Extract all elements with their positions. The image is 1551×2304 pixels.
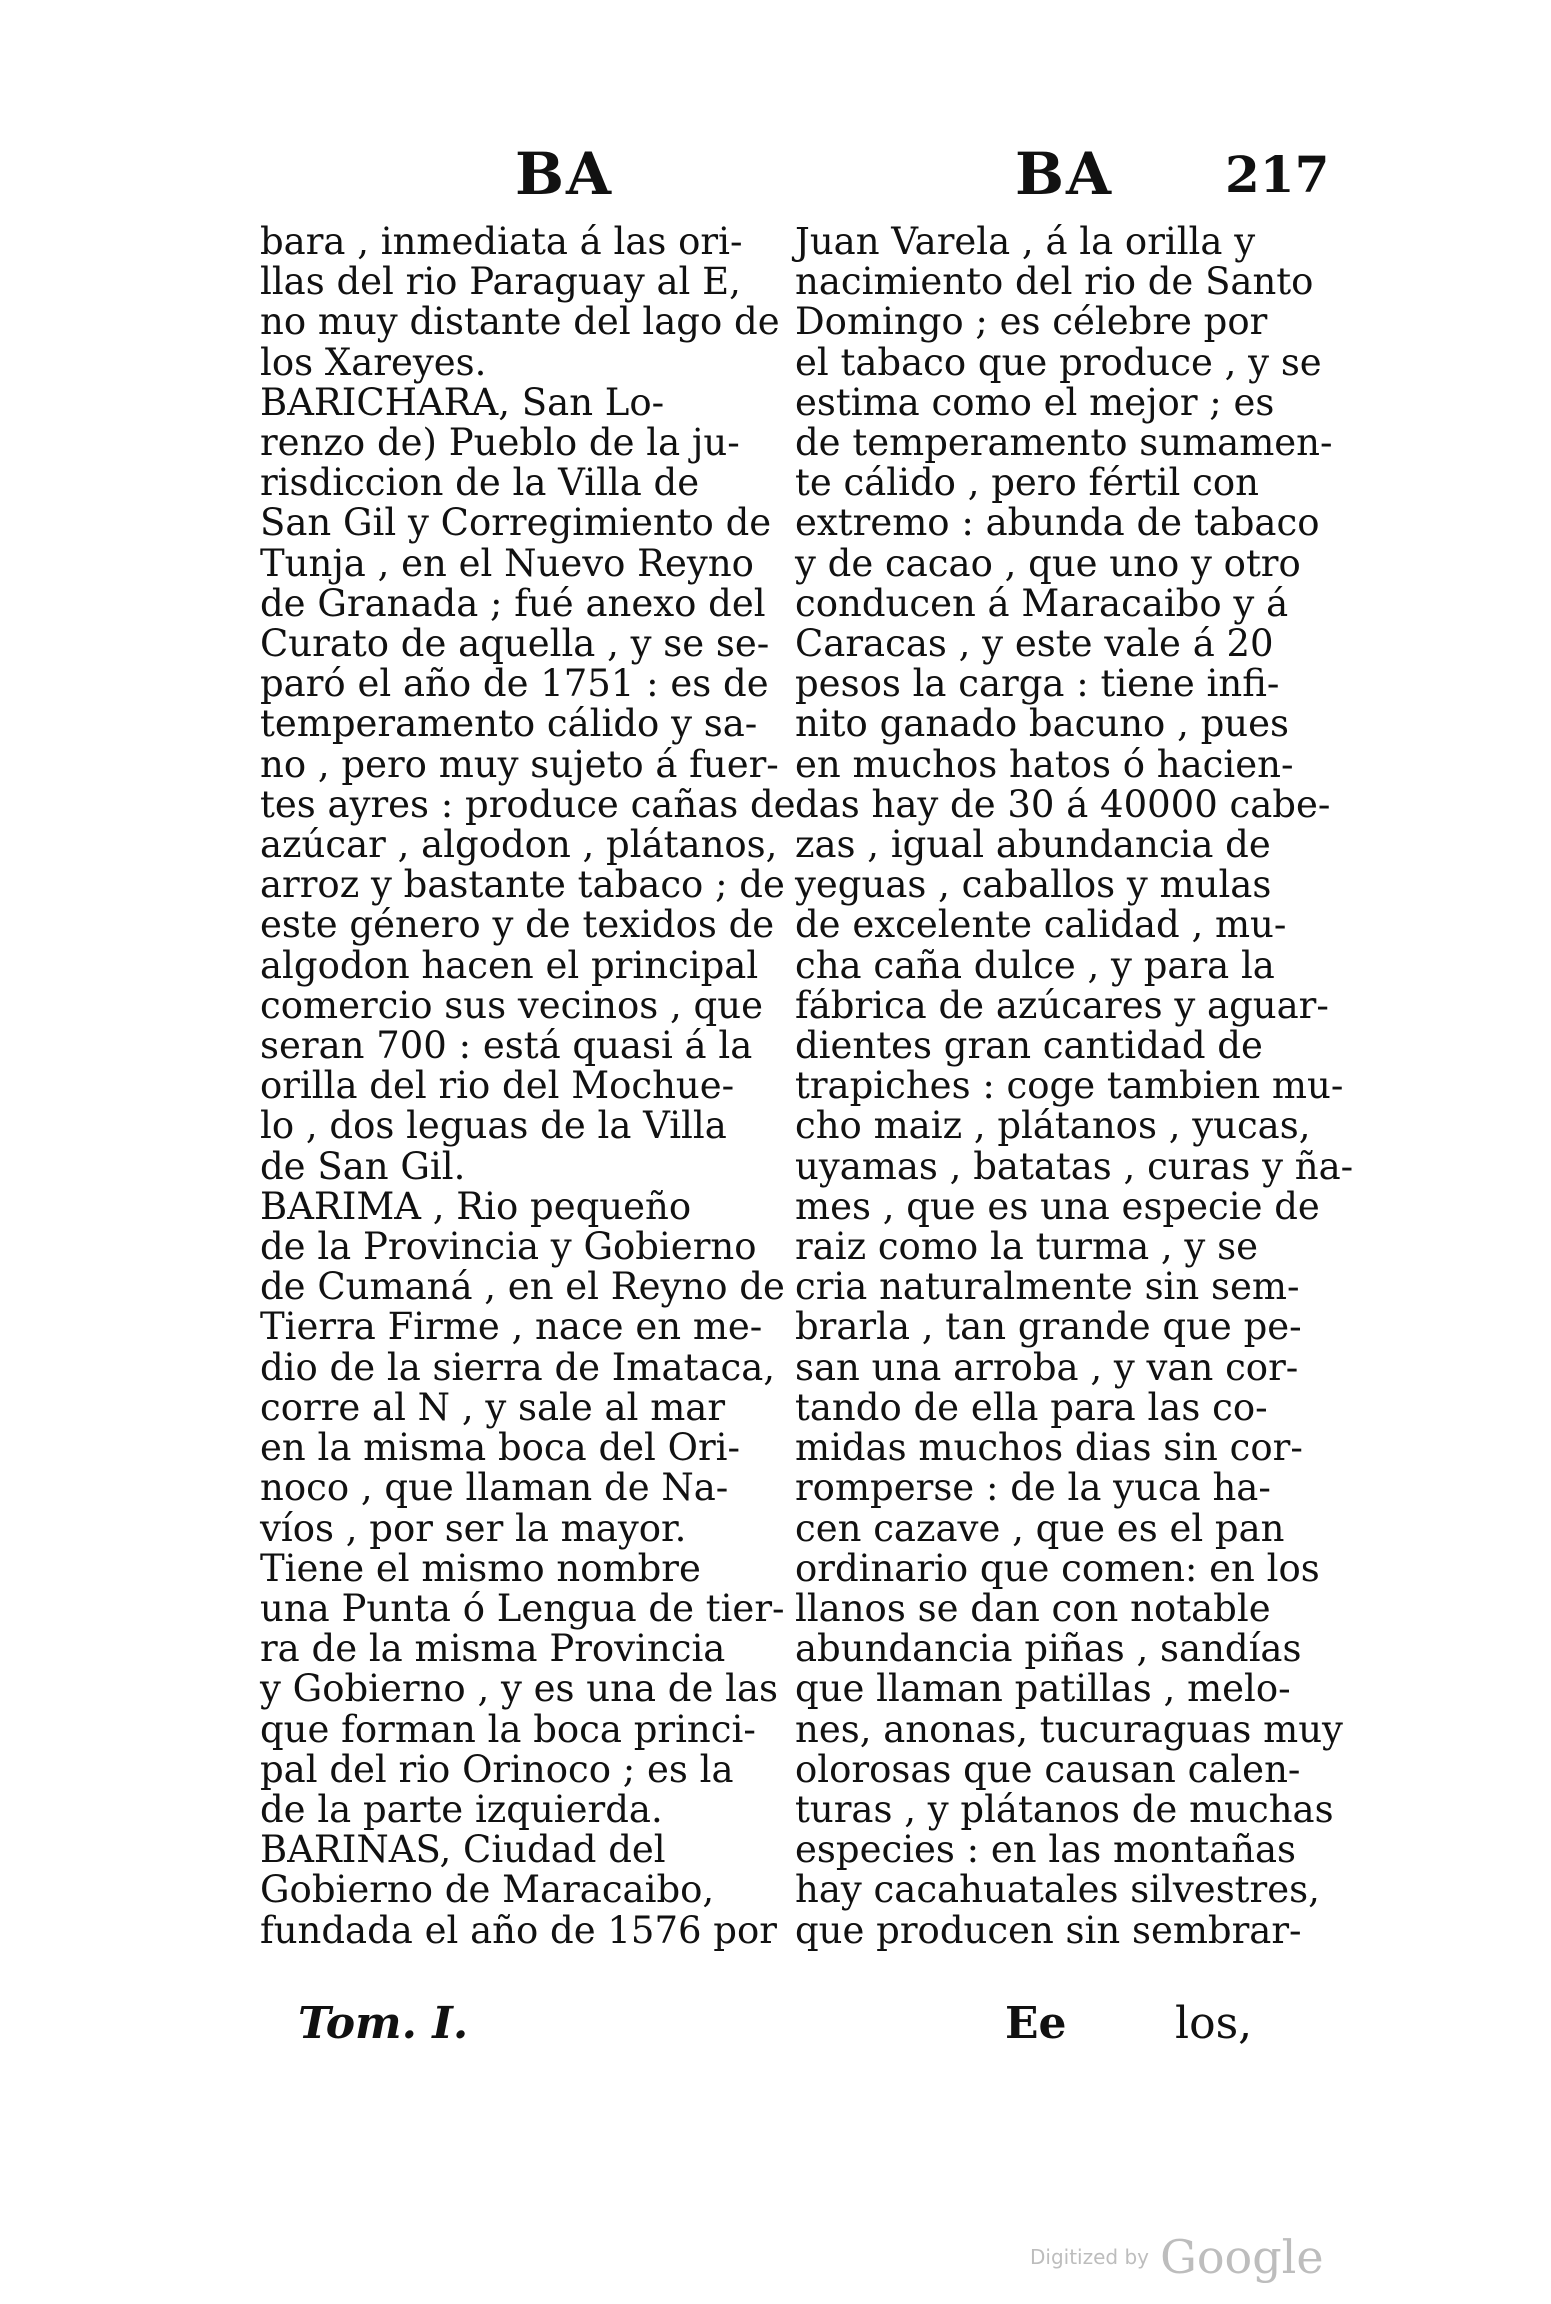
text-line: nacimiento del rio de Santo: [795, 260, 1314, 304]
text-line: BARINAS, Ciudad del: [260, 1828, 666, 1872]
text-line: este género y de texidos de: [260, 903, 775, 947]
text-line: BARIMA , Rio pequeño: [260, 1184, 692, 1228]
text-line: bara , inmediata á las ori-: [260, 220, 743, 263]
text-line: nito ganado bacuno , pues: [795, 702, 1290, 746]
text-line: BARICHARA, San Lo-: [260, 380, 665, 424]
text-line: fundada el año de 1576 por: [260, 1908, 777, 1952]
text-line: de San Gil.: [260, 1144, 466, 1188]
text-line: uyamas , batatas , curas y ña-: [795, 1144, 1354, 1188]
text-line: llas del rio Paraguay al E,: [260, 260, 741, 304]
text-line: Gobierno de Maracaibo,: [260, 1868, 715, 1912]
text-line: azúcar , algodon , plátanos,: [260, 823, 778, 867]
text-line: de Cumaná , en el Reyno de: [260, 1265, 785, 1309]
text-line: estima como el mejor ; es: [795, 380, 1275, 424]
text-line: conducen á Maracaibo y á: [795, 581, 1289, 625]
text-line: extremo : abunda de tabaco: [795, 501, 1320, 545]
text-line: fábrica de azúcares y aguar-: [795, 983, 1329, 1027]
running-head-right: BA: [1015, 140, 1114, 208]
text-line: cho maiz , plátanos , yucas,: [795, 1104, 1311, 1148]
text-line: Curato de aquella , y se se-: [260, 622, 770, 666]
text-line: el tabaco que produce , y se: [795, 340, 1322, 384]
right-text-column: [795, 220, 1354, 1952]
text-line: corre al N , y sale al mar: [260, 1385, 726, 1429]
text-line: que producen sin sembrar-: [795, 1908, 1302, 1952]
text-line: zas , igual abundancia de: [795, 823, 1271, 867]
text-line: de temperamento sumamen-: [795, 421, 1333, 465]
text-line: víos , por ser la mayor.: [260, 1506, 687, 1550]
text-line: raiz como la turma , y se: [795, 1225, 1258, 1269]
text-line: noco , que llaman de Na-: [260, 1466, 729, 1510]
text-line: ra de la misma Provincia: [260, 1627, 726, 1671]
text-line: San Gil y Corregimiento de: [260, 501, 772, 545]
text-line: renzo de) Pueblo de la ju-: [260, 421, 740, 465]
text-line: mes , que es una especie de: [795, 1184, 1320, 1228]
text-line: risdiccion de la Villa de: [260, 461, 700, 505]
left-text-column: [260, 220, 796, 1952]
text-line: abundancia piñas , sandías: [795, 1627, 1302, 1671]
text-line: que llaman patillas , melo-: [795, 1667, 1291, 1711]
volume-signature: Tom. I.: [298, 1998, 469, 2049]
text-line: Tierra Firme , nace en me-: [260, 1305, 763, 1349]
text-line: de Granada ; fué anexo del: [260, 581, 766, 625]
text-line: arroz y bastante tabaco ; de: [260, 863, 785, 907]
watermark-brand: Google: [1160, 2230, 1324, 2284]
text-line: Domingo ; es célebre por: [795, 300, 1268, 344]
text-line: Tunja , en el Nuevo Reyno: [260, 541, 754, 585]
text-line: san una arroba , y van cor-: [795, 1345, 1299, 1389]
text-line: Juan Varela , á la orilla y: [795, 220, 1256, 263]
text-line: lo , dos leguas de la Villa: [260, 1104, 727, 1148]
text-line: especies : en las montañas: [795, 1828, 1297, 1872]
text-line: tando de ella para las co-: [795, 1385, 1268, 1429]
text-line: de la parte izquierda.: [260, 1787, 663, 1831]
text-line: de la Provincia y Gobierno: [260, 1225, 757, 1269]
text-line: en muchos hatos ó hacien-: [795, 742, 1294, 786]
text-line: llanos se dan con notable: [795, 1586, 1271, 1630]
page-number: 217: [1225, 145, 1330, 204]
text-line: olorosas que causan calen-: [795, 1747, 1301, 1791]
text-line: y Gobierno , y es una de las: [260, 1667, 778, 1711]
text-line: no , pero muy sujeto á fuer-: [260, 742, 779, 786]
digitization-watermark: [1030, 2230, 1324, 2284]
text-line: brarla , tan grande que pe-: [795, 1305, 1302, 1349]
text-line: pal del rio Orinoco ; es la: [260, 1747, 734, 1791]
text-line: hay cacahuatales silvestres,: [795, 1868, 1320, 1912]
text-line: pesos la carga : tiene infi-: [795, 662, 1280, 706]
text-line: orilla del rio del Mochue-: [260, 1064, 735, 1108]
text-line: dientes gran cantidad de: [795, 1024, 1263, 1068]
text-line: cen cazave , que es el pan: [795, 1506, 1285, 1550]
text-line: cria naturalmente sin sem-: [795, 1265, 1300, 1309]
text-line: de excelente calidad , mu-: [795, 903, 1287, 947]
text-line: en la misma boca del Ori-: [260, 1426, 740, 1470]
text-line: que forman la boca princi-: [260, 1707, 756, 1751]
text-line: romperse : de la yuca ha-: [795, 1466, 1271, 1510]
text-line: turas , y plátanos de muchas: [795, 1787, 1334, 1831]
text-line: Caracas , y este vale á 20: [795, 622, 1274, 666]
text-line: te cálido , pero fértil con: [795, 461, 1259, 505]
text-line: temperamento cálido y sa-: [260, 702, 758, 746]
text-line: seran 700 : está quasi á la: [260, 1024, 753, 1068]
text-line: cha caña dulce , y para la: [795, 943, 1275, 987]
text-line: los Xareyes.: [260, 340, 487, 384]
signature-mark: Ee: [1005, 1998, 1067, 2049]
text-line: yeguas , caballos y mulas: [795, 863, 1272, 907]
text-line: nes, anonas, tucuraguas muy: [795, 1707, 1343, 1751]
running-head-left: BA: [515, 140, 614, 208]
text-line: trapiches : coge tambien mu-: [795, 1064, 1344, 1108]
text-line: algodon hacen el principal: [260, 943, 759, 987]
text-line: y de cacao , que uno y otro: [795, 541, 1301, 585]
catchword: los,: [1175, 1998, 1253, 2049]
text-line: midas muchos dias sin cor-: [795, 1426, 1303, 1470]
text-line: comercio sus vecinos , que: [260, 983, 763, 1027]
text-line: una Punta ó Lengua de tier-: [260, 1586, 785, 1630]
text-line: paró el año de 1751 : es de: [260, 662, 769, 706]
text-line: no muy distante del lago de: [260, 300, 780, 344]
text-line: ordinario que comen: en los: [795, 1546, 1320, 1590]
text-line: das hay de 30 á 40000 cabe-: [795, 782, 1331, 826]
watermark-prefix: Digitized by: [1030, 2245, 1149, 2269]
text-line: tes ayres : produce cañas de: [260, 782, 796, 826]
text-line: Tiene el mismo nombre: [260, 1546, 701, 1590]
text-line: dio de la sierra de Imataca,: [260, 1345, 776, 1389]
